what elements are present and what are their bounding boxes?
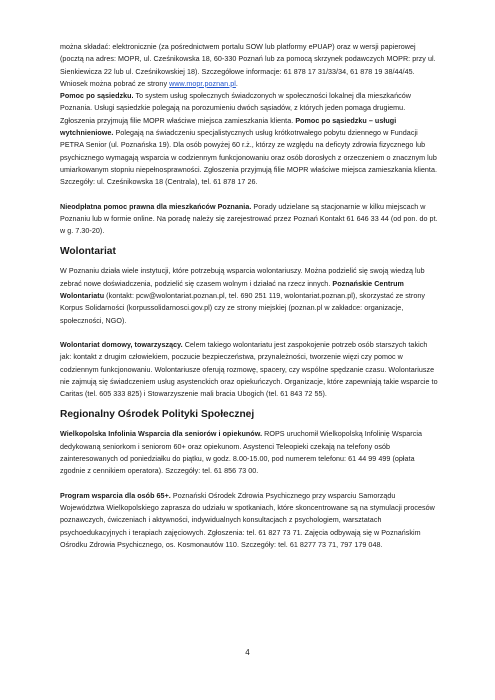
paragraph-infolinia: Wielkopolska Infolinia Wsparcia dla seniorów i opiekunów. ROPS uruchomił Wielkopolską Infolinię Wsparcia dedykowaną seniorkom i seniorom 60+ oraz opiekunom. Asystenci Teleopieki czekają na telefony osób zainteresowanych od poniedziałku do piątku, w godz. 8.00-15.00, pod numerem telefonu: 61 44 99 499 (opłata zgodnie z cennikiem operatora). Szczegóły: tel. 61 856 73 00. (60, 430, 423, 476)
document-body (60, 41, 438, 551)
heading-wolontariat: Wolontariat (60, 246, 116, 258)
paragraph-pomoc-po-sasiedzku: Pomoc po sąsiedzku. To system usług społecznych świadczonych w społeczności lokalnej dla mieszkańców Poznania. Usługi sąsiedzkie polegają na porozumieniu dwóch sąsiadów, z których jeden pomaga drugiemu. Zgłoszenia przyjmują filie MOPR właściwe miejsca zamieszkania klienta. Pomoc po sąsiedzku – usługi wytchnieniowe. Polegają na świadczeniu specjalistycznych usług krótkotrwałego pobytu dziennego w Fundacji PETRA Senior (ul. Poznańska 19). Dla osób powyżej 60 r.ż., którzy ze względu na deficyty zdrowia fizycznego lub psychicznego wymagają wsparcia w codziennym funkcjonowaniu oraz osób dorosłych z orzeczeniem o znacznym lub umiarkowanym stopniu niepełnosprawności. Zgłoszenia przyjmują filie MOPR właściwe miejsca zamieszkania klienta. Szczegóły: ul. Cześnikowska 18 (Centrala), tel. 61 878 17 26. (60, 92, 438, 187)
paragraph-wolontariat-domowy: Wolontariat domowy, towarzyszący. Celem takiego wolontariatu jest zaspokojenie potrzeb osób starszych takich jak: kontakt z drugim człowiekiem, poczucie bezpieczeństwa, przynależności, tworzenie więzi czy pomoc w codziennym funkcjonowaniu. Wolontariusze oferują rozmowę, spacery, czy wspólne spędzanie czasu. Wolontariusze nie zajmują się świadczeniem usług asystenckich oraz opiekuńczych. Organizacje, które zapewniają takie wsparcie to Caritas (tel. 605 333 825) i Stowarzyszenie mali bracia Ubogich (tel. 61 843 72 55). (60, 340, 438, 399)
heading-rops: Regionalny Ośrodek Polityki Społecznej (60, 409, 255, 421)
page-number: 4 (245, 648, 250, 657)
mopr-website-link[interactable]: www.mopr.poznan.pl (169, 79, 236, 88)
paragraph-wolontariat-intro: W Poznaniu działa wiele instytucji, które potrzebują wsparcia wolontariuszy. Można podzielić się swoją wiedzą lub zebrać nowe doświadczenia, podzielić się czasem wolnym i działać na rzecz innych. Poznańskie Centrum Wolontariatu (kontakt: pcw@wolontariat.poznan.pl, tel. 690 251 119, wolontariat.poznan.pl), skorzystać ze strony Korpus Solidarności (korpussolidarnosci.gov.pl) czy ze strony miejskiej (poznan.pl w zakładce: organizacje, społeczności, NGO). (60, 267, 426, 325)
paragraph-program-65: Program wsparcia dla osób 65+. Poznański Ośrodek Zdrowia Psychicznego przy wsparciu Samorządu Województwa Wielkopolskiego zaprasza do udziału w spotkaniach, które skoncentrowane są na stymulacji procesów poznawczych, ćwiczeniach i aktywności, indywidualnych konsultacjach z psychologiem, warsztatach psychoedukacyjnych i terapiach zajęciowych. Zgłoszenia: tel. 61 827 73 71. Zajęcia odbywają się w Poznańskim Ośrodku Zdrowia Psychicznego, os. Kosmonautów 110. Szczegóły: tel. 61 8277 73 71, 797 179 048. (60, 491, 435, 549)
paragraph-mopr-applications: można składać: elektronicznie (za pośrednictwem portalu SOW lub platformy ePUAP) oraz w wersji papierowej (pocztą na adres: MOPR, ul. Cześnikowska 18, 60-330 Poznań lub za pomocą skrzynek podawczych MOPR: przy ul. Sienkiewicza 22 lub ul. Cześnikowskiej 18). Szczegółowe informacje: 61 878 17 31/33/34, 61 878 19 38/44/45. Wniosek można pobrać ze strony www.mopr.poznan.pl. (60, 43, 436, 88)
paragraph-pomoc-prawna: Nieodpłatna pomoc prawna dla mieszkańców Poznania. Porady udzielane są stacjonarnie w kilku miejscach w Poznaniu lub w formie online. Na poradę należy się zarejestrować przez Poznań Kontakt 61 646 33 44 (od pon. do pt. w g. 7.30-20). (60, 202, 438, 236)
